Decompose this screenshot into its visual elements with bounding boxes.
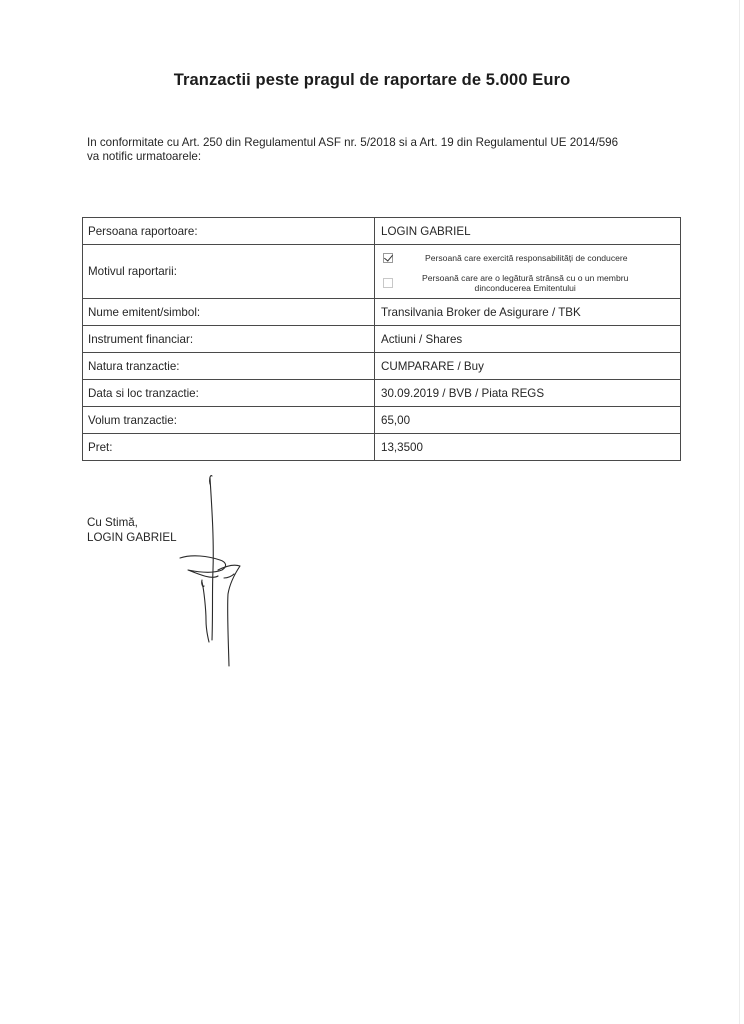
instrument-label: Instrument financiar:: [83, 326, 375, 353]
row-motiv: [83, 245, 681, 299]
intro-line-1: In conformitate cu Art. 250 din Regulamentul ASF nr. 5/2018 si a Art. 19 din Regulamentul UE 2014/596: [87, 136, 619, 149]
document-title: Tranzactii peste pragul de raportare de 5.000 Euro: [173, 71, 571, 89]
scan-edge-line: [739, 0, 740, 1024]
motiv-option-conducere-label: Persoană care exercită responsabilități de conducere: [425, 252, 628, 263]
intro-line-2: va notific urmatoarele:: [87, 150, 202, 163]
closing-name: LOGIN GABRIEL: [87, 531, 177, 544]
emitent-label: Nume emitent/simbol:: [83, 299, 375, 326]
volum-value: 65,00: [375, 407, 681, 434]
handwritten-signature: [168, 470, 258, 670]
pret-label: Pret:: [83, 434, 375, 461]
row-emitent: [83, 299, 681, 326]
persoana-label: Persoana raportoare:: [83, 218, 375, 245]
closing-salutation: Cu Stimă,: [87, 516, 138, 529]
emitent-value: Transilvania Broker de Asigurare / TBK: [375, 299, 681, 326]
data-loc-value: 30.09.2019 / BVB / Piata REGS: [375, 380, 681, 407]
persoana-value: LOGIN GABRIEL: [375, 218, 681, 245]
row-persoana: [83, 218, 681, 245]
row-natura: [83, 353, 681, 380]
data-loc-label: Data si loc tranzactie:: [83, 380, 375, 407]
natura-label: Natura tranzactie:: [83, 353, 375, 380]
motiv-options: [375, 245, 681, 299]
pret-value: 13,3500: [375, 434, 681, 461]
motiv-option-legatura-line-1: Persoană care are o legătură strânsă cu o un membru: [422, 272, 629, 283]
natura-value: CUMPARARE / Buy: [375, 353, 681, 380]
row-volum: [83, 407, 681, 434]
checkbox-unchecked-icon[interactable]: [383, 278, 393, 288]
checkbox-checked-icon[interactable]: [383, 253, 393, 263]
intro-paragraph: [87, 136, 687, 164]
closing-block: [87, 515, 177, 545]
row-pret: [83, 434, 681, 461]
motiv-option-conducere: [381, 253, 675, 263]
motiv-option-legatura-line-2: dinconducerea Emitentului: [474, 282, 576, 293]
row-data-loc: [83, 380, 681, 407]
row-instrument: [83, 326, 681, 353]
volum-label: Volum tranzactie:: [83, 407, 375, 434]
report-table: [82, 217, 681, 461]
instrument-value: Actiuni / Shares: [375, 326, 681, 353]
motiv-label: Motivul raportarii:: [83, 245, 375, 299]
motiv-option-legatura: [381, 273, 675, 293]
